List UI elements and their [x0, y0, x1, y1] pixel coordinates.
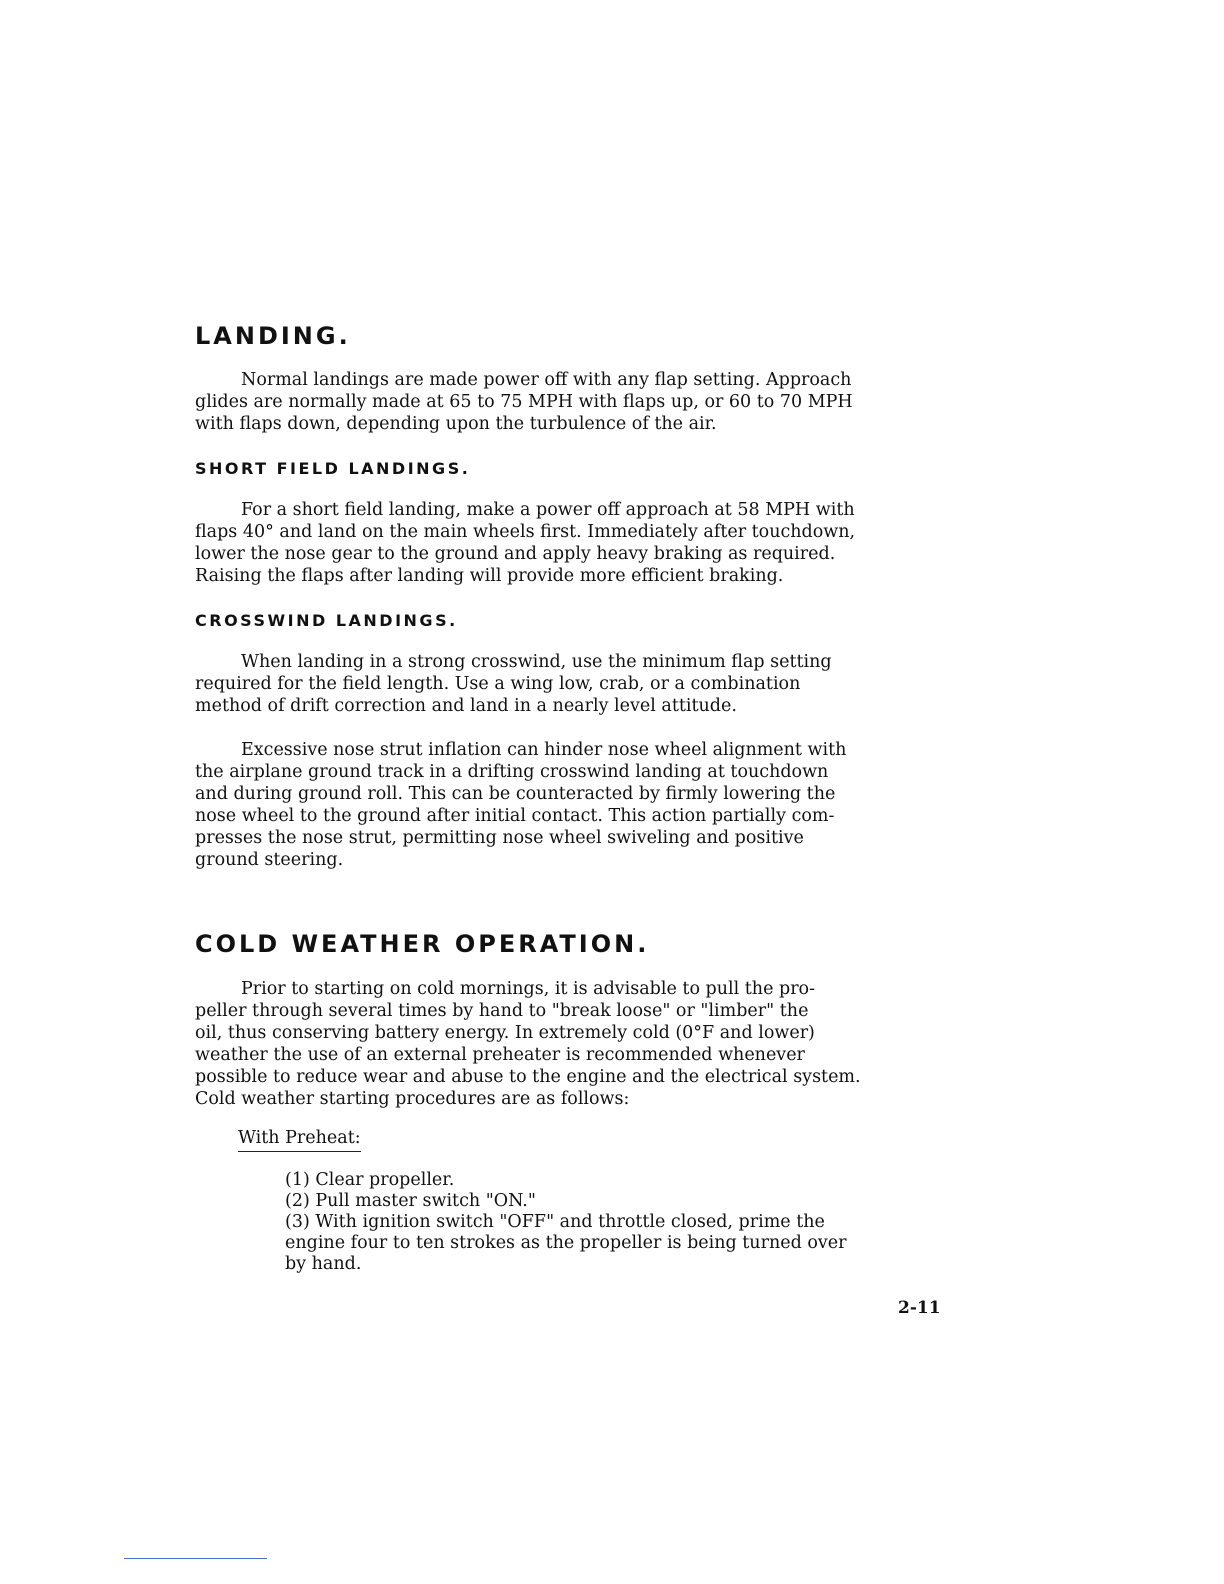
cold-weather-paragraph [195, 978, 955, 1110]
crosswind-heading: CROSSWIND LANDINGS. [195, 611, 458, 630]
step-line: engine four to ten strokes as the propeller is being turned over [285, 1233, 847, 1253]
text-line: and during ground roll. This can be counteracted by firmly lowering the [195, 784, 836, 804]
text-line: method of drift correction and land in a nearly level attitude. [195, 696, 737, 716]
with-preheat-heading: With Preheat: [238, 1127, 361, 1152]
footer-divider [124, 1558, 267, 1559]
step-line: (3) With ignition switch "OFF" and throttle closed, prime the [285, 1212, 825, 1232]
text-line: Cold weather starting procedures are as follows: [195, 1089, 630, 1109]
text-line: nose wheel to the ground after initial contact. This action partially com- [195, 806, 835, 826]
text-line: Excessive nose strut inflation can hinder nose wheel alignment with [241, 740, 847, 760]
step-line: (2) Pull master switch "ON." [285, 1191, 536, 1211]
text-line: ground steering. [195, 850, 344, 870]
text-line: For a short field landing, make a power off approach at 58 MPH with [241, 500, 855, 520]
text-line: Raising the flaps after landing will provide more efficient braking. [195, 566, 784, 586]
text-line: oil, thus conserving battery energy. In extremely cold (0°F and lower) [195, 1023, 815, 1043]
preheat-steps-list [285, 1170, 965, 1275]
text-line: weather the use of an external preheater is recommended whenever [195, 1045, 805, 1065]
text-line: Normal landings are made power off with any flap setting. Approach [241, 370, 852, 390]
crosswind-paragraph-2 [195, 739, 955, 871]
step-line: (1) Clear propeller. [285, 1170, 455, 1190]
text-line: When landing in a strong crosswind, use the minimum flap setting [241, 652, 832, 672]
short-field-paragraph [195, 499, 955, 587]
cold-weather-heading: COLD WEATHER OPERATION. [195, 930, 650, 958]
landing-intro-paragraph [195, 369, 955, 435]
text-line: the airplane ground track in a drifting crosswind landing at touchdown [195, 762, 829, 782]
text-line: possible to reduce wear and abuse to the engine and the electrical system. [195, 1067, 861, 1087]
text-line: glides are normally made at 65 to 75 MPH with flaps up, or 60 to 70 MPH [195, 392, 853, 412]
list-item [285, 1170, 965, 1191]
text-line: required for the field length. Use a wing low, crab, or a combination [195, 674, 801, 694]
list-item [285, 1212, 965, 1275]
text-line: with flaps down, depending upon the turbulence of the air. [195, 414, 717, 434]
list-item [285, 1191, 965, 1212]
landing-heading: LANDING. [195, 322, 351, 350]
text-line: lower the nose gear to the ground and apply heavy braking as required. [195, 544, 836, 564]
text-line: Prior to starting on cold mornings, it is advisable to pull the pro- [241, 979, 816, 999]
page-number: 2-11 [898, 1298, 941, 1318]
step-line: by hand. [285, 1254, 362, 1274]
text-line: flaps 40° and land on the main wheels first. Immediately after touchdown, [195, 522, 856, 542]
crosswind-paragraph-1 [195, 651, 955, 717]
text-line: presses the nose strut, permitting nose wheel swiveling and positive [195, 828, 804, 848]
text-line: peller through several times by hand to "break loose" or "limber" the [195, 1001, 809, 1021]
short-field-heading: SHORT FIELD LANDINGS. [195, 459, 471, 478]
